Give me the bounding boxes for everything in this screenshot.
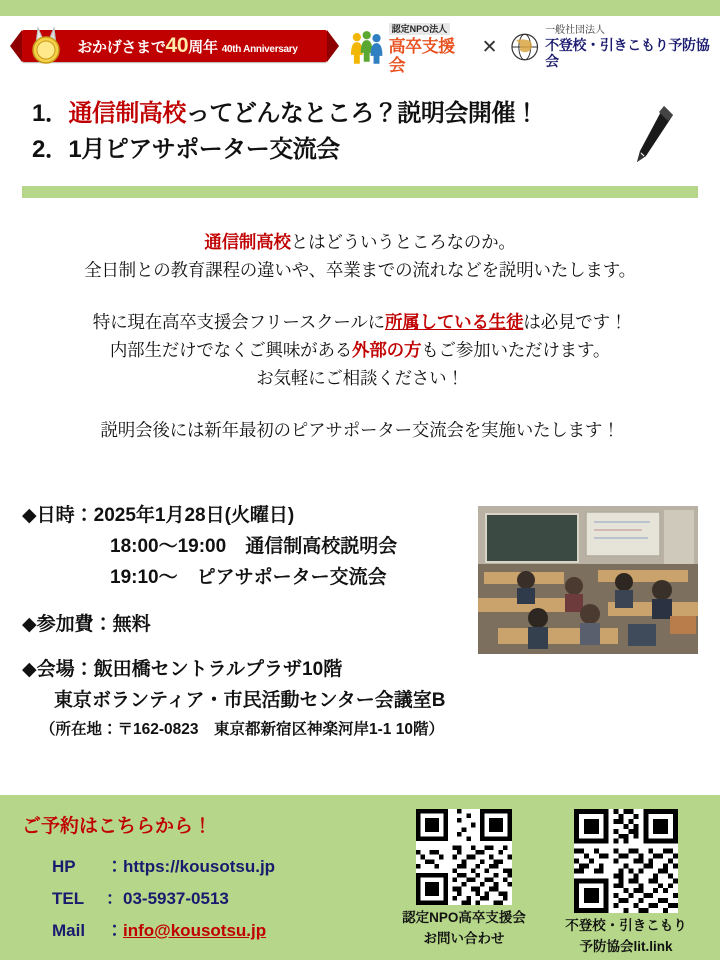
logo-separator: ✕ — [481, 36, 498, 58]
title-underline-band — [22, 186, 698, 198]
contact-sep-hp: ： — [106, 857, 123, 876]
footer-title: ご予約はこちらから！ — [22, 816, 213, 837]
contact-row-tel — [52, 883, 275, 915]
medal-icon — [26, 26, 66, 66]
body-p3-a: 特に現在高卒支援会フリースクールに — [92, 312, 385, 332]
title-line-2-number: 2． — [32, 136, 69, 163]
anniversary-text — [22, 30, 327, 62]
detail-datetime — [22, 500, 492, 531]
detail-venue-label: ◆会場： — [22, 659, 94, 680]
body-text — [0, 228, 720, 444]
detail-gap-2 — [22, 640, 492, 654]
detail-datetime-value: 2025年1月28日(火曜日) — [93, 505, 295, 526]
title-line-2 — [0, 132, 720, 168]
top-green-band — [0, 0, 720, 16]
title-line-1-number: 1． — [32, 100, 69, 127]
body-p4-a: 内部生だけでなくご興味がある — [109, 340, 353, 360]
anniversary-english: 40th Anniversary — [221, 44, 298, 55]
contact-sep-tel: ： — [106, 889, 123, 908]
body-p1-highlight: 通信制高校 — [204, 232, 291, 252]
contact-label-tel: TEL — [52, 889, 85, 908]
detail-fee-label: ◆参加費： — [22, 614, 113, 635]
qr-kousotsu-caption-1: 認定NPO高卒支援会 — [402, 910, 526, 925]
detail-time-1: 18:00〜19:00 通信制高校説明会 — [110, 536, 398, 557]
contact-value-tel: 03-5937-0513 — [123, 889, 229, 908]
body-p3-highlight: 所属している生徒 — [384, 312, 524, 332]
partner-logos — [350, 19, 720, 75]
anniversary-number: 40 — [165, 34, 189, 57]
contact-list — [52, 851, 275, 947]
people-icon — [350, 29, 383, 65]
detail-gap-1 — [22, 593, 492, 609]
detail-address: （所在地：〒162-0823 東京都新宿区神楽河岸1-1 10階） — [40, 721, 444, 738]
body-paragraph-4 — [0, 336, 720, 364]
futoko-text — [545, 25, 720, 69]
contact-label-mail: Mail — [52, 921, 86, 940]
body-paragraph-5: お気軽にご相談ください！ — [256, 368, 464, 388]
title-line-1-rest: ってどんなところ？説明会開催！ — [185, 100, 539, 127]
detail-venue-value: 飯田橋セントラルプラザ10階 — [93, 659, 343, 680]
seminar-room-photo — [478, 506, 698, 654]
anniversary-prefix: おかげさまで — [77, 39, 166, 56]
logo-futoko — [510, 25, 720, 69]
body-p4-b: もご参加いただけます。 — [421, 340, 611, 360]
contact-row-hp — [52, 851, 275, 883]
qr-kousotsu[interactable] — [386, 809, 542, 947]
event-details — [22, 500, 492, 744]
qr-kousotsu-caption-2: お問い合わせ — [423, 931, 505, 946]
qr-futoko-image[interactable] — [574, 809, 678, 913]
kousotsu-name: 高卒支援会 — [388, 37, 455, 75]
anniversary-ribbon — [22, 24, 322, 70]
contact-label-hp: HP — [52, 857, 76, 876]
body-p1-rest: とはどういうところなのか。 — [290, 232, 516, 252]
body-paragraph-3 — [0, 308, 720, 336]
contact-value-mail[interactable]: info@kousotsu.jp — [123, 921, 267, 940]
body-paragraph-1 — [0, 228, 720, 256]
globe-icon — [510, 32, 539, 62]
detail-venue-sub: 東京ボランティア・市民活動センター会議室B — [54, 690, 446, 711]
qr-futoko[interactable] — [548, 809, 704, 955]
body-paragraph-6: 説明会後には新年最初のピアサポーター交流会を実施いたします！ — [100, 420, 620, 440]
contact-row-mail — [52, 915, 275, 947]
footer-contact-band — [0, 795, 720, 960]
qr-kousotsu-image[interactable] — [416, 809, 512, 905]
contact-sep-mail: ： — [106, 921, 123, 940]
kousotsu-text — [389, 19, 470, 75]
detail-venue — [22, 654, 492, 685]
detail-time-2: 19:10〜 ピアサポーター交流会 — [110, 567, 387, 588]
qr-futoko-caption-1: 不登校・引きこもり — [565, 918, 687, 933]
body-gap-2 — [0, 392, 720, 416]
qr-futoko-caption-2: 予防協会lit.link — [579, 939, 673, 954]
contact-value-hp: https://kousotsu.jp — [123, 857, 276, 876]
anniversary-suffix: 周年 — [188, 39, 218, 56]
kousotsu-npo-label: 認定NPO法人 — [389, 23, 451, 35]
title-line-1 — [0, 96, 720, 132]
title-block — [0, 96, 720, 168]
futoko-line2: 不登校・引きこもり予防協会 — [545, 37, 710, 69]
detail-fee — [22, 609, 492, 640]
title-line-1-highlight: 通信制高校 — [68, 100, 186, 127]
logo-kousotsu — [350, 19, 469, 75]
body-gap-1 — [0, 284, 720, 308]
detail-datetime-label: ◆日時： — [22, 505, 94, 526]
body-p4-highlight: 外部の方 — [352, 340, 422, 360]
detail-fee-value: 無料 — [112, 614, 151, 635]
fountain-pen-icon — [628, 104, 676, 168]
body-p3-b: は必見です！ — [523, 312, 628, 332]
body-paragraph-2: 全日制との教育課程の違いや、卒業までの流れなどを説明いたします。 — [84, 260, 636, 280]
futoko-line1: 一般社団法人 — [545, 25, 606, 36]
header-logos-row — [0, 16, 720, 78]
title-line-2-rest: 1月ピアサポーター交流会 — [68, 136, 340, 163]
